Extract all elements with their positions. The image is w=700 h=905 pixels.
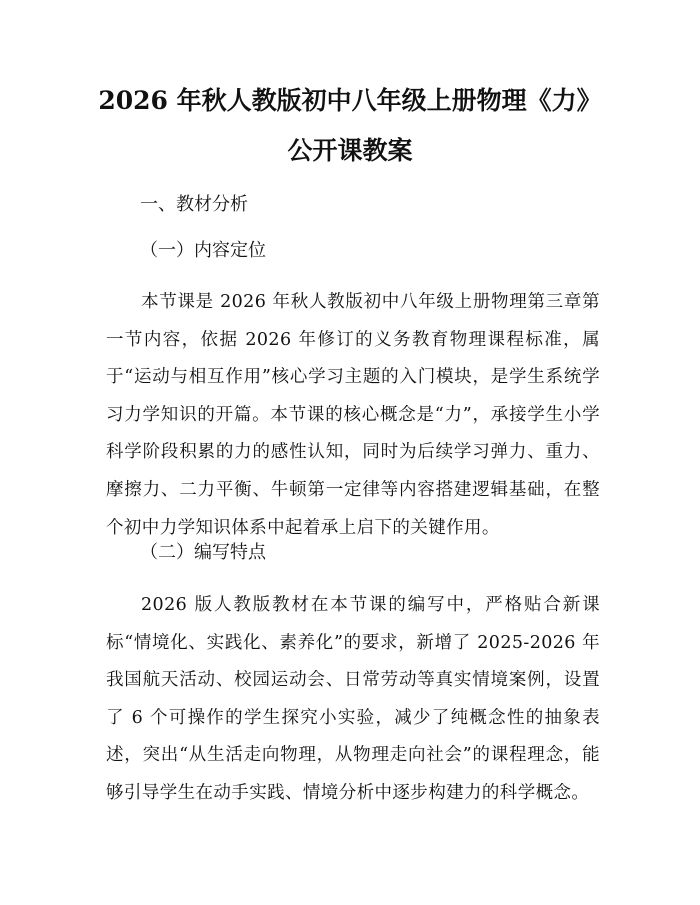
section-heading-materials-analysis: 一、教材分析: [140, 194, 248, 215]
document-title-line-2: 公开课教案: [287, 136, 413, 165]
subsection-heading-content-positioning: （一）内容定位: [140, 240, 266, 261]
subsection-heading-writing-features: （二）编写特点: [140, 542, 266, 563]
paragraph-writing-features: 2026 版人教版教材在本节课的编写中，严格贴合新课标“情境化、实践化、素养化”的要求，新增了 2025-2026 年我国航天活动、校园运动会、日常劳动等真实情境案例，设置了 6 个可操作的学生探究小实验，减少了纯概念性的抽象表述，突出“从生活走向物理，从物理走向社会”的课程理念，能够引导学生在动手实践、情境分析中逐步构建力的科学概念。: [106, 595, 600, 803]
document-title-line-1: 2026 年秋人教版初中八年级上册物理《力》: [98, 86, 602, 115]
paragraph-content-positioning: 本节课是 2026 年秋人教版初中八年级上册物理第三章第一节内容，依据 2026 年修订的义务教育物理课程标准，属于“运动与相互作用”核心学习主题的入门模块，是学生系统学习力学知识的开篇。本节课的核心概念是“力”，承接学生小学科学阶段积累的力的感性认知，同时为后续学习弹力、重力、摩擦力、二力平衡、牛顿第一定律等内容搭建逻辑基础，在整个初中力学知识体系中起着承上启下的关键作用。: [106, 292, 600, 538]
